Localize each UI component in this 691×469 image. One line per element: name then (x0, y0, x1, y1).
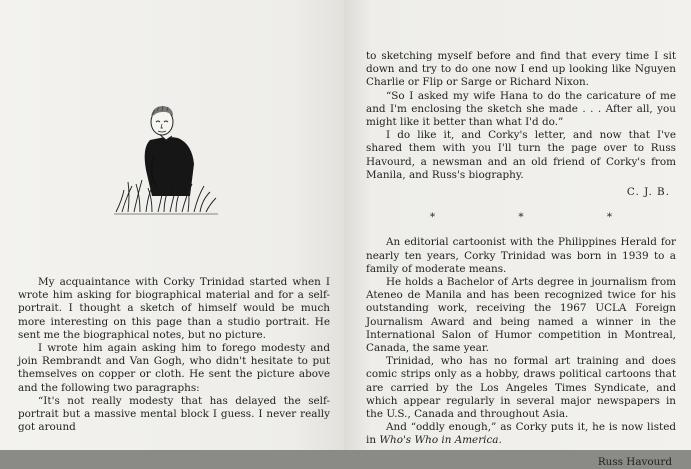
paragraph: to sketching myself before and find that every time I sit down and try to do one now I end up looking like Nguyen Charlie or Flip or Sarge or Richard Nixon. (366, 50, 676, 89)
paragraph: I do like it, and Corky's letter, and now that I've shared them with you I'll turn the page over to Russ Havourd, a newsman and an old friend of Corky's from Manila, and Russ's biography. (366, 129, 676, 181)
final-lead: And “oddly enough,” as Corky puts it, he is now listed in (366, 421, 676, 447)
paragraph: “So I asked my wife Hana to do the caricature of me and I'm enclosing the sketch she made . . . After all, you might like it better than what I'd do.” (366, 89, 676, 129)
left-page (0, 0, 344, 450)
paragraph: “It's not really modesty that has delayed the self-portrait but a massive mental block I guess. I never really got around (18, 394, 330, 434)
self-portrait-caricature-icon (112, 100, 222, 220)
bio-paragraph: He holds a Bachelor of Arts degree in journalism from Ateneo de Manila and has been recognized twice for his outstanding work, receiving the 1967 UCLA Foreign Journalism Award and being named a winner in the International Salon of Humor competition in Montreal, Canada, the same year. (366, 276, 676, 355)
left-column-text (18, 276, 330, 434)
right-column-text (366, 50, 676, 469)
bio-paragraph: Trinidad, who has no formal art training and does comic strips only as a hobby, draws political cartoons that are carried by the Los Angeles Times Syndicate, and which appear regularly in several major newspapers in the U.S., Canada and throughout Asia. (366, 355, 676, 421)
paragraph: My acquaintance with Corky Trinidad started when I wrote him asking for biographical material and for a self-portrait. I thought a sketch of himself would be much more interesting on this page than a studio portrait. He sent me the biographical notes, but no picture. (18, 276, 330, 341)
initials: C. J. B. (626, 186, 670, 199)
bio-paragraph: An editorial cartoonist with the Philippines Herald for nearly ten years, Corky Trinidad was born in 1939 to a family of moderate means. (366, 236, 676, 275)
bio-final-paragraph (366, 421, 676, 447)
book-title: Who's Who in America (379, 434, 499, 447)
right-page (344, 0, 691, 468)
final-end: . (498, 434, 502, 447)
author-signature: Russ Havourd (597, 455, 672, 468)
section-separator: * * * (429, 211, 653, 224)
paragraph: I wrote him again asking him to forego modesty and join Rembrandt and Van Gogh, who didn't hesitate to put themselves on copper or cloth. He sent the picture above and the following two paragraphs: (18, 342, 330, 394)
